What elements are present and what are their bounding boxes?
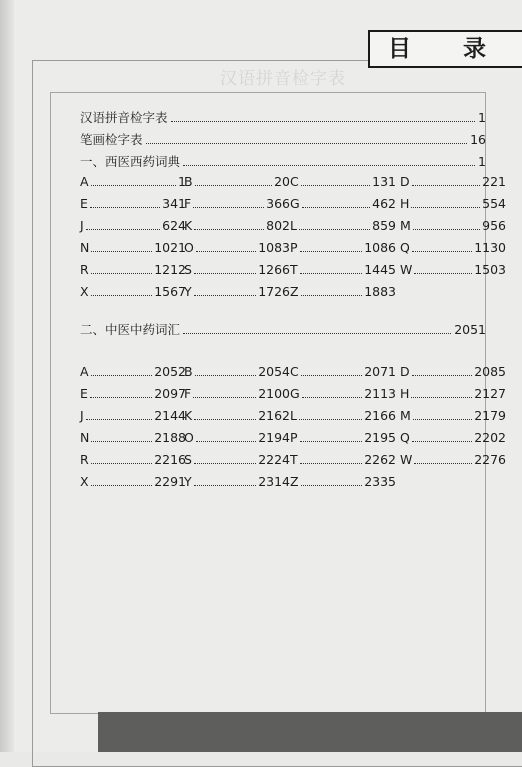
toc-entry-page: 1: [478, 154, 486, 169]
index-letter: N: [80, 430, 90, 445]
index-entry[interactable]: [400, 408, 506, 423]
index-page: 1503: [474, 262, 506, 277]
index-page: 802: [266, 218, 290, 233]
dot-leader: [194, 485, 257, 486]
toc-entry-label: 一、西医西药词典: [80, 154, 181, 169]
dot-leader: [194, 295, 257, 296]
index-entry[interactable]: [184, 262, 290, 277]
index-page: 1266: [258, 262, 290, 277]
index-letter: C: [290, 364, 299, 379]
dot-leader: [91, 441, 152, 442]
dot-leader: [301, 485, 363, 486]
index-letter: D: [400, 364, 410, 379]
toc-entry-page: 2051: [454, 322, 486, 337]
index-page: 2335: [364, 474, 396, 489]
ghost-heading: 汉语拼音检字表: [220, 69, 346, 89]
toc-entry[interactable]: [80, 152, 486, 170]
index-letter: L: [290, 408, 297, 423]
dot-leader: [412, 375, 473, 376]
page-binding-shadow: [0, 0, 14, 752]
index-letter: T: [290, 262, 298, 277]
index-entry[interactable]: [80, 430, 186, 445]
index-entry[interactable]: [290, 408, 396, 423]
index-page: 366: [266, 196, 290, 211]
index-page: 341: [162, 196, 186, 211]
dot-leader: [193, 397, 256, 398]
index-page: 2127: [474, 386, 506, 401]
dot-leader: [86, 419, 153, 420]
index-page: 554: [482, 196, 506, 211]
index-entry[interactable]: [80, 408, 186, 423]
index-page: 2052: [154, 364, 186, 379]
index-letter: K: [184, 218, 193, 233]
dot-leader: [171, 121, 476, 122]
index-entry[interactable]: [290, 474, 396, 489]
dot-leader: [300, 441, 363, 442]
index-letter: O: [184, 430, 194, 445]
index-page: 2113: [364, 386, 396, 401]
index-entry[interactable]: [290, 240, 396, 255]
index-page: 2166: [364, 408, 396, 423]
index-entry[interactable]: [184, 284, 290, 299]
dot-leader: [411, 397, 472, 398]
index-letter: G: [290, 196, 300, 211]
index-entry[interactable]: [400, 240, 506, 255]
index-entry[interactable]: [184, 474, 290, 489]
index-letter: N: [80, 240, 90, 255]
index-entry[interactable]: [184, 174, 290, 189]
index-letter: F: [184, 196, 192, 211]
index-page: 2314: [258, 474, 290, 489]
dot-leader: [194, 229, 264, 230]
index-letter: L: [290, 218, 297, 233]
index-page: 2100: [258, 386, 290, 401]
dot-leader: [411, 207, 480, 208]
toc-entry[interactable]: [80, 108, 486, 126]
index-letter: J: [80, 218, 84, 233]
index-page: 2144: [154, 408, 186, 423]
dot-leader: [91, 463, 153, 464]
dot-leader: [91, 251, 152, 252]
index-entry[interactable]: [184, 218, 290, 233]
toc-entry[interactable]: [80, 320, 486, 338]
index-page: 2194: [258, 430, 290, 445]
index-entry[interactable]: [290, 196, 396, 211]
index-page: 131: [372, 174, 396, 189]
index-letter: T: [290, 452, 298, 467]
dot-leader: [183, 165, 475, 166]
index-letter: X: [80, 474, 89, 489]
index-letter: K: [184, 408, 193, 423]
footer-bar: [98, 712, 522, 752]
index-letter: E: [80, 386, 88, 401]
index-page: 1086: [364, 240, 396, 255]
index-page: 462: [372, 196, 396, 211]
dot-leader: [302, 397, 363, 398]
index-page: 2071: [364, 364, 396, 379]
toc-entry-page: 16: [470, 132, 486, 147]
toc-entry-label: 笔画检字表: [80, 132, 143, 147]
index-letter: D: [400, 174, 410, 189]
dot-leader: [300, 463, 363, 464]
index-letter: Z: [290, 284, 299, 299]
index-page: 1130: [474, 240, 506, 255]
index-entry[interactable]: [400, 174, 506, 189]
index-page: 2097: [154, 386, 186, 401]
index-entry[interactable]: [400, 196, 506, 211]
index-page: 624: [162, 218, 186, 233]
index-page: 2195: [364, 430, 396, 445]
dot-leader: [412, 441, 472, 442]
index-entry[interactable]: [184, 240, 290, 255]
index-entry[interactable]: [80, 262, 186, 277]
index-page: 2276: [474, 452, 506, 467]
index-letter: R: [80, 262, 89, 277]
dot-leader: [193, 207, 264, 208]
index-entry[interactable]: [80, 452, 186, 467]
index-page: 2216: [154, 452, 186, 467]
dot-leader: [183, 333, 451, 334]
dot-leader: [90, 397, 152, 398]
index-entry[interactable]: [80, 364, 186, 379]
index-page: 2085: [474, 364, 506, 379]
index-letter: C: [290, 174, 299, 189]
index-page: 1021: [154, 240, 186, 255]
dot-leader: [413, 229, 480, 230]
index-entry[interactable]: [400, 452, 506, 467]
index-letter: G: [290, 386, 300, 401]
index-letter: M: [400, 408, 411, 423]
dot-leader: [196, 441, 256, 442]
index-page: 859: [372, 218, 396, 233]
index-entry[interactable]: [184, 196, 290, 211]
dot-leader: [301, 375, 362, 376]
index-letter: P: [290, 240, 298, 255]
index-letter: F: [184, 386, 192, 401]
index-letter: H: [400, 386, 410, 401]
dot-leader: [91, 485, 153, 486]
dot-leader: [194, 419, 256, 420]
index-entry[interactable]: [400, 430, 506, 445]
index-page: 1212: [154, 262, 186, 277]
toc-entry[interactable]: [80, 130, 486, 148]
dot-leader: [300, 251, 363, 252]
toc-entry-page: 1: [478, 110, 486, 125]
index-letter: P: [290, 430, 298, 445]
dot-leader: [413, 419, 472, 420]
dot-leader: [146, 143, 468, 144]
index-entry[interactable]: [80, 240, 186, 255]
index-letter: J: [80, 408, 84, 423]
index-letter: Y: [184, 284, 192, 299]
index-page: 221: [482, 174, 506, 189]
index-entry[interactable]: [80, 284, 186, 299]
index-entry[interactable]: [290, 284, 396, 299]
index-entry[interactable]: [184, 452, 290, 467]
index-letter: S: [184, 262, 192, 277]
index-letter: W: [400, 452, 413, 467]
index-entry[interactable]: [290, 218, 396, 233]
dot-leader: [194, 273, 256, 274]
dot-leader: [91, 295, 153, 296]
index-page: 1567: [154, 284, 186, 299]
index-page: 2291: [154, 474, 186, 489]
dot-leader: [196, 251, 256, 252]
index-page: 1083: [258, 240, 290, 255]
index-letter: M: [400, 218, 411, 233]
dot-leader: [86, 229, 160, 230]
index-page: 2262: [364, 452, 396, 467]
index-page: 1883: [364, 284, 396, 299]
index-entry[interactable]: [184, 386, 290, 401]
toc-entry-label: 汉语拼音检字表: [80, 110, 168, 125]
index-entry[interactable]: [290, 174, 396, 189]
dot-leader: [300, 273, 363, 274]
index-letter: Y: [184, 474, 192, 489]
dot-leader: [91, 185, 176, 186]
dot-leader: [299, 419, 362, 420]
index-letter: X: [80, 284, 89, 299]
index-letter: W: [400, 262, 413, 277]
index-page: 1: [178, 174, 186, 189]
dot-leader: [91, 273, 153, 274]
dot-leader: [195, 185, 273, 186]
index-letter: Q: [400, 430, 410, 445]
dot-leader: [90, 207, 160, 208]
index-entry[interactable]: [290, 364, 396, 379]
index-page: 956: [482, 218, 506, 233]
index-letter: A: [80, 174, 89, 189]
page-title: 目 录: [368, 30, 522, 68]
index-page: 2202: [474, 430, 506, 445]
index-entry[interactable]: [184, 408, 290, 423]
index-page: 2224: [258, 452, 290, 467]
dot-leader: [301, 185, 370, 186]
toc-entry-label: 二、中医中药词汇: [80, 322, 181, 337]
index-letter: H: [400, 196, 410, 211]
index-letter: R: [80, 452, 89, 467]
index-page: 2162: [258, 408, 290, 423]
dot-leader: [194, 463, 256, 464]
index-entry[interactable]: [80, 196, 186, 211]
index-entry[interactable]: [80, 386, 186, 401]
index-page: 2054: [258, 364, 290, 379]
index-letter: S: [184, 452, 192, 467]
index-entry[interactable]: [290, 386, 396, 401]
dot-leader: [412, 185, 481, 186]
index-entry[interactable]: [184, 430, 290, 445]
index-letter: O: [184, 240, 194, 255]
index-entry[interactable]: [80, 218, 186, 233]
index-page: 1726: [258, 284, 290, 299]
index-entry[interactable]: [184, 364, 290, 379]
dot-leader: [414, 463, 472, 464]
index-entry[interactable]: [400, 386, 506, 401]
index-entry[interactable]: [80, 174, 186, 189]
index-page: 1445: [364, 262, 396, 277]
index-page: 20: [274, 174, 290, 189]
index-entry[interactable]: [80, 474, 186, 489]
dot-leader: [414, 273, 472, 274]
index-entry[interactable]: [290, 262, 396, 277]
index-entry[interactable]: [290, 452, 396, 467]
dot-leader: [302, 207, 370, 208]
dot-leader: [301, 295, 363, 296]
index-page: 2188: [154, 430, 186, 445]
index-letter: E: [80, 196, 88, 211]
index-letter: A: [80, 364, 89, 379]
index-letter: Z: [290, 474, 299, 489]
index-letter: B: [184, 174, 193, 189]
index-letter: Q: [400, 240, 410, 255]
dot-leader: [412, 251, 472, 252]
index-entry[interactable]: [290, 430, 396, 445]
dot-leader: [195, 375, 257, 376]
index-entry[interactable]: [400, 364, 506, 379]
index-page: 2179: [474, 408, 506, 423]
index-entry[interactable]: [400, 218, 506, 233]
index-entry[interactable]: [400, 262, 506, 277]
dot-leader: [91, 375, 153, 376]
dot-leader: [299, 229, 370, 230]
index-letter: B: [184, 364, 193, 379]
